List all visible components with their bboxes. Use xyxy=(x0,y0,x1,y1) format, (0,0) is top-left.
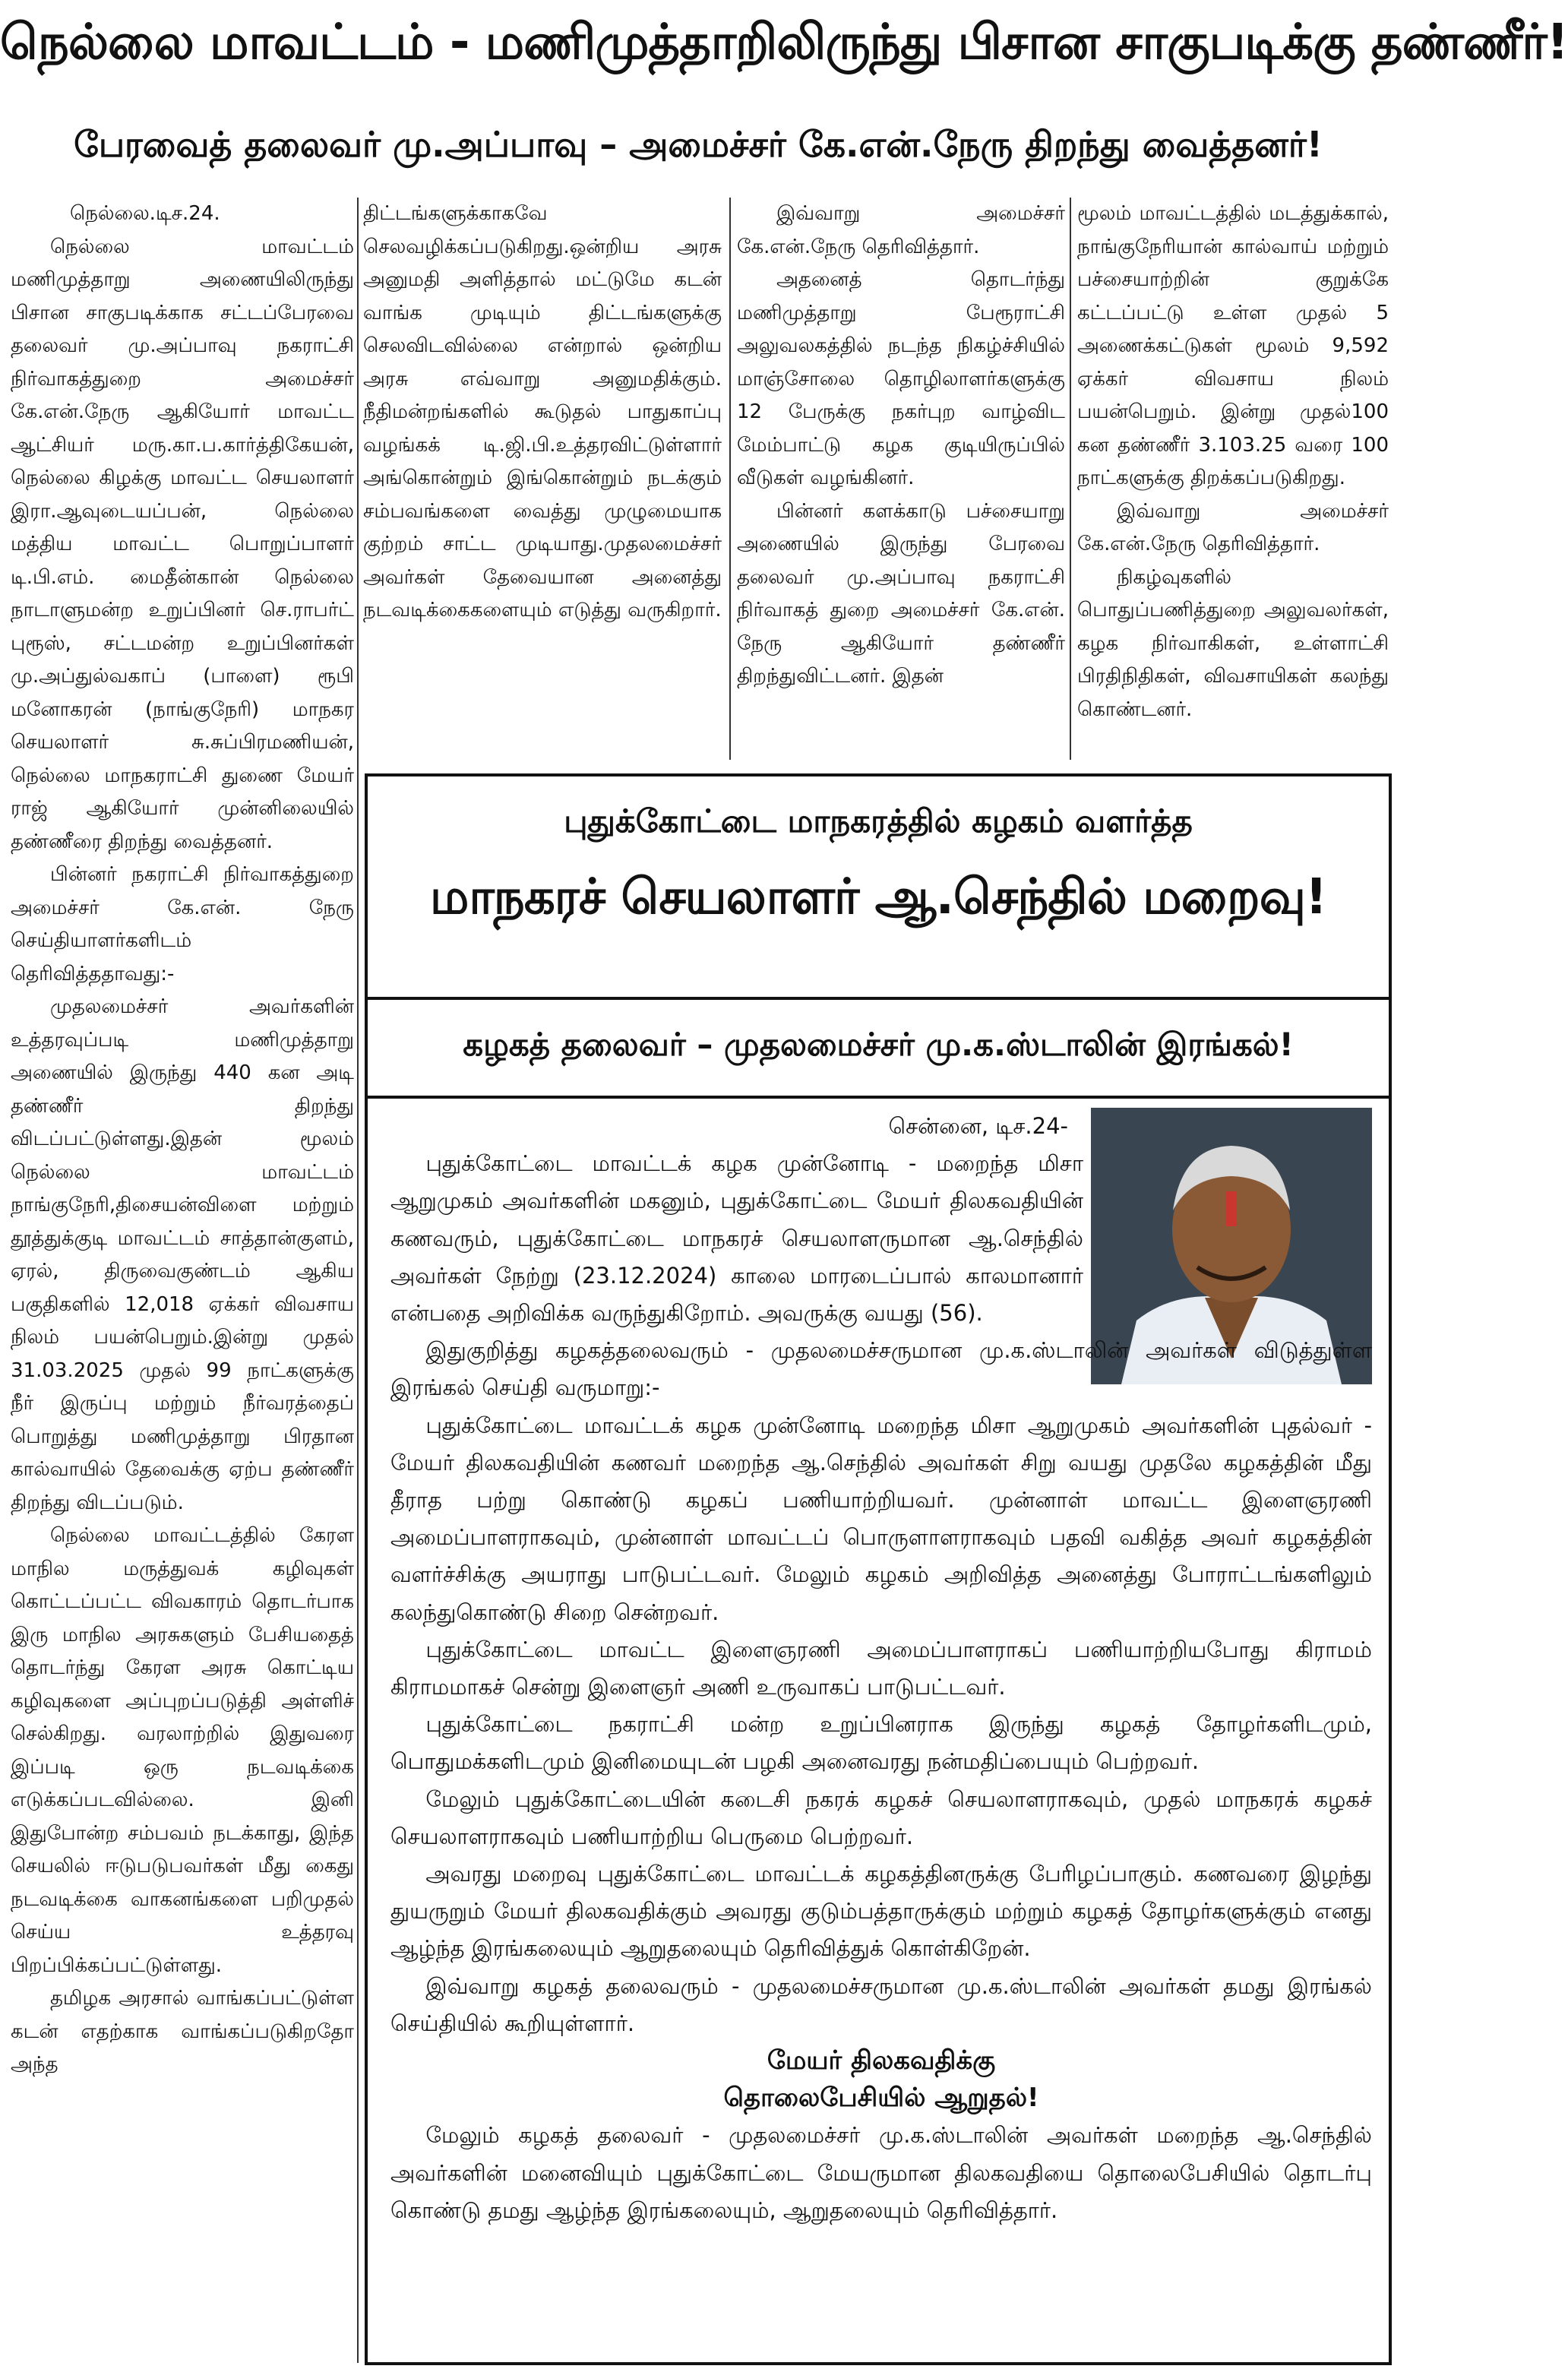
dateline: சென்னை, டிச.24- xyxy=(888,1113,1068,1139)
obituary-subheadline: கழகத் தலைவர் – முதலமைச்சர் மு.க.ஸ்டாலின் இரங்கல்! xyxy=(463,1026,1294,1063)
article-column-2 xyxy=(363,198,722,628)
dateline: நெல்லை.டிச.24. xyxy=(70,202,220,225)
divider xyxy=(368,997,1389,1000)
column-divider xyxy=(357,198,359,2363)
paragraph: நெல்லை மாவட்டத்தில் கேரள மாநில மருத்துவக் கழிவுகள் கொட்டப்பட்ட விவகாரம் தொடர்பாக இரு மாநில அரசுகளும் பேசியதைத் தொடர்ந்து கேரள அரசு கொட்டிய கழிவுகளை அப்புறப்படுத்தி அள்ளிச் செல்கிறது. வரலாற்றில் இதுவரை இப்படி ஒரு நடவடிக்கை எடுக்கப்படவில்லை. இனி இதுபோன்ற சம்பவம் நடக்காது, இந்த செயலில் ஈடுபடுபவர்கள் மீது கைது நடவடிக்கை வாகனங்களை பறிமுதல் செய்ய உத்தரவு பிறப்பிக்கப்பட்டுள்ளது. xyxy=(11,1524,354,1977)
paragraph: பின்னர் களக்காடு பச்சையாறு அணையில் இருந்து பேரவை தலைவர் மு.அப்பாவு நகராட்சி நிர்வாகத் துறை அமைச்சர் கே.என். நேரு ஆகியோர் தண்ணீர் திறந்துவிட்டனர். இதன் xyxy=(737,499,1065,688)
paragraph: புதுக்கோட்டை மாவட்டக் கழக முன்னோடி - மறைந்த மிசா ஆறுமுகம் அவர்களின் மகனும், புதுக்கோட்டை மேயர் திலகவதியின் கணவரும், புதுக்கோட்டை மாநகரச் செயலாளருமான ஆ.செந்தில் அவர்கள் நேற்று (23.12.2024) காலை மாரடைப்பால் காலமானார் என்பதை அறிவிக்க வருந்துகிறோம். அவருக்கு வயது (56). xyxy=(390,1150,1083,1327)
column-divider xyxy=(1070,198,1071,760)
column-divider xyxy=(729,198,731,760)
article-column-3 xyxy=(737,198,1065,694)
paragraph: அவரது மறைவு புதுக்கோட்டை மாவட்டக் கழகத்தினருக்கு பேரிழப்பாகும். கணவரை இழந்து துயருறும் மேயர் திலகவதிக்கும் அவரது குடும்பத்தாருக்கும் மற்றும் கழகத் தோழர்களுக்கும் எனது ஆழ்ந்த இரங்கலையும் ஆறுதலையும் தெரிவித்துக் கொள்கிறேன். xyxy=(390,1861,1372,1962)
section-heading: மேயர் திலகவதிக்கு xyxy=(767,2045,996,2076)
paragraph: மேலும் கழகத் தலைவர் - முதலமைச்சர் மு.க.ஸ்டாலின் அவர்கள் மறைந்த ஆ.செந்தில் அவர்களின் மனைவியும் புதுக்கோட்டை மேயருமான திலகவதியை தொலைபேசியில் தொடர்பு கொண்டு தமது ஆழ்ந்த இரங்கலையும், ஆறுதலையும் தெரிவித்தார். xyxy=(390,2122,1372,2223)
paragraph: திட்டங்களுக்காகவே செலவழிக்கப்படுகிறது.ஒன்றிய அரசு அனுமதி அளித்தால் மட்டுமே கடன் வாங்க முடியும் திட்டங்களுக்கு செலவிடவில்லை என்றால் ஒன்றிய அரசு எவ்வாறு அனுமதிக்கும். நீதிமன்றங்களில் கூடுதல் பாதுகாப்பு வழங்கக் டி.ஜி.பி.உத்தரவிட்டுள்ளார் அங்கொன்றும் இங்கொன்றும் நடக்கும் சம்பவங்களை வைத்து முழுமையாக குற்றம் சாட்ட முடியாது.முதலமைச்சர் அவர்கள் தேவையான அனைத்து நடவடிக்கைகளையும் எடுத்து வருகிறார். xyxy=(363,202,722,622)
paragraph: தமிழக அரசால் வாங்கப்பட்டுள்ள கடன் எதற்காக வாங்கப்படுகிறதோ அந்த xyxy=(11,1987,354,2076)
paragraph: இவ்வாறு அமைச்சர் கே.என்.நேரு தெரிவித்தார். xyxy=(737,202,1065,258)
paragraph: பின்னர் நகராட்சி நிர்வாகத்துறை அமைச்சர் கே.என். நேரு செய்தியாளர்களிடம் தெரிவித்ததாவது:- xyxy=(11,863,354,985)
obituary-headline: மாநகரச் செயலாளர் ஆ.செந்தில் மறைவு! xyxy=(429,869,1327,925)
main-subheadline: பேரவைத் தலைவர் மு.அப்பாவு – அமைச்சர் கே.என்.நேரு திறந்து வைத்தனர்! xyxy=(74,124,1323,165)
article-column-1 xyxy=(11,198,354,2082)
paragraph: இதுகுறித்து கழகத்தலைவரும் - முதலமைச்சருமான மு.க.ஸ்டாலின் அவர்கள் விடுத்துள்ள இரங்கல் செய்தி வருமாறு:- xyxy=(390,1337,1372,1401)
paragraph: அதனைத் தொடர்ந்து மணிமுத்தாறு பேரூராட்சி அலுவலகத்தில் நடந்த நிகழ்ச்சியில் மாஞ்சோலை தொழிலாளர்களுக்கு 12 பேருக்கு நகர்புற வாழ்விட மேம்பாட்டு கழக குடியிருப்பில் வீடுகள் வழங்கினர். xyxy=(737,268,1065,489)
paragraph: புதுக்கோட்டை மாவட்ட இளைஞரணி அமைப்பாளராகப் பணியாற்றியபோது கிராமம் கிராமமாகச் சென்று இளைஞர் அணி உருவாகப் பாடுபட்டவர். xyxy=(390,1636,1372,1700)
article-column-4 xyxy=(1077,198,1389,726)
paragraph: நிகழ்வுகளில் பொதுப்பணித்துறை அலுவலர்கள், கழக நிர்வாகிகள், உள்ளாட்சி பிரதிநிதிகள், விவசாயிகள் கலந்து கொண்டனர். xyxy=(1077,565,1389,721)
paragraph: புதுக்கோட்டை மாவட்டக் கழக முன்னோடி மறைந்த மிசா ஆறுமுகம் அவர்களின் புதல்வர் - மேயர் திலகவதியின் கணவர் மறைந்த ஆ.செந்தில் அவர்கள் சிறு வயது முதலே கழகத்தின் மீது தீராத பற்று கொண்டு கழகப் பணியாற்றியவர். முன்னாள் மாவட்ட இளைஞரணி அமைப்பாளராகவும், முன்னாள் மாவட்டப் பொருளாளராகவும் பதவி வகித்த அவர் கழகத்தின் வளர்ச்சிக்கு அயராது பாடுபட்டவர். மேலும் கழகம் அறிவித்த அனைத்து போராட்டங்களிலும் கலந்துகொண்டு சிறை சென்றவர். xyxy=(390,1412,1372,1625)
paragraph: புதுக்கோட்டை நகராட்சி மன்ற உறுப்பினராக இருந்து கழகத் தோழர்களிடமும், பொதுமக்களிடமும் இனிமையுடன் பழகி அனைவரது நன்மதிப்பையும் பெற்றவர். xyxy=(390,1711,1372,1775)
section-heading: தொலைபேசியில் ஆறுதல்! xyxy=(723,2083,1039,2114)
paragraph: மேலும் புதுக்கோட்டையின் கடைசி நகரக் கழகச் செயலாளராகவும், முதல் மாநகரக் கழகச் செயலாளராகவும் பணியாற்றிய பெருமை பெற்றவர். xyxy=(390,1785,1372,1849)
obituary-kicker: புதுக்கோட்டை மாநகரத்தில் கழகம் வளர்த்த xyxy=(564,802,1193,840)
main-headline: நெல்லை மாவட்டம் - மணிமுத்தாறிலிருந்து பிசான சாகுபடிக்கு தண்ணீர்! xyxy=(0,14,1568,71)
paragraph: இவ்வாறு அமைச்சர் கே.என்.நேரு தெரிவித்தார். xyxy=(1077,499,1389,555)
paragraph: முதலமைச்சர் அவர்களின் உத்தரவுப்படி மணிமுத்தாறு அணையில் இருந்து 440 கன அடி தண்ணீர் திறந்து விடப்பட்டுள்ளது.இதன் மூலம் நெல்லை மாவட்டம் நாங்குநேரி,திசையன்விளை மற்றும் தூத்துக்குடி மாவட்டம் சாத்தான்குளம், ஏரல், திருவைகுண்டம் ஆகிய பகுதிகளில் 12,018 ஏக்கர் விவசாய நிலம் பயன்பெறும்.இன்று முதல் 31.03.2025 முதல் 99 நாட்களுக்கு நீர் இருப்பு மற்றும் நீர்வரத்தைப் பொறுத்து மணிமுத்தாறு பிரதான கால்வாயில் தேவைக்கு ஏற்ப தண்ணீர் திறந்து விடப்படும். xyxy=(11,995,354,1514)
obituary-body xyxy=(390,1108,1372,2229)
paragraph: இவ்வாறு கழகத் தலைவரும் - முதலமைச்சருமான மு.க.ஸ்டாலின் அவர்கள் தமது இரங்கல் செய்தியில் கூறியுள்ளார். xyxy=(390,1972,1372,2036)
obituary-box xyxy=(365,773,1392,2365)
divider xyxy=(368,1096,1389,1099)
paragraph: நெல்லை மாவட்டம் மணிமுத்தாறு அணையிலிருந்து பிசான சாகுபடிக்காக சட்டப்பேரவை தலைவர் மு.அப்பாவு நகராட்சி நிர்வாகத்துறை அமைச்சர் கே.என்.நேரு ஆகியோர் மாவட்ட ஆட்சியர் மரு.கா.ப.கார்த்திகேயன், நெல்லை கிழக்கு மாவட்ட செயலாளர் இரா.ஆவுடையப்பன், நெல்லை மத்திய மாவட்ட பொறுப்பாளர் டி.பி.எம். மைதீன்கான் நெல்லை நாடாளுமன்ற உறுப்பினர் செ.ராபர்ட் புரூஸ், சட்டமன்ற உறுப்பினர்கள் மு.அப்துல்வகாப் (பாளை) ரூபி மனோகரன் (நாங்குநேரி) மாநகர செயலாளர் சு.சுப்பிரமணியன், நெல்லை மாநகராட்சி துணை மேயர் ராஜ் ஆகியோர் முன்னிலையில் தண்ணீரை திறந்து வைத்தனர். xyxy=(11,235,354,853)
paragraph: மூலம் மாவட்டத்தில் மடத்துக்கால், நாங்குநேரியான் கால்வாய் மற்றும் பச்சையாற்றின் குறுக்கே கட்டப்பட்டு உள்ள முதல் 5 அணைக்கட்டுகள் மூலம் 9,592 ஏக்கர் விவசாய நிலம் பயன்பெறும். இன்று முதல்100 கன தண்ணீர் 3.103.25 வரை 100 நாட்களுக்கு திறக்கப்படுகிறது. xyxy=(1077,202,1389,489)
